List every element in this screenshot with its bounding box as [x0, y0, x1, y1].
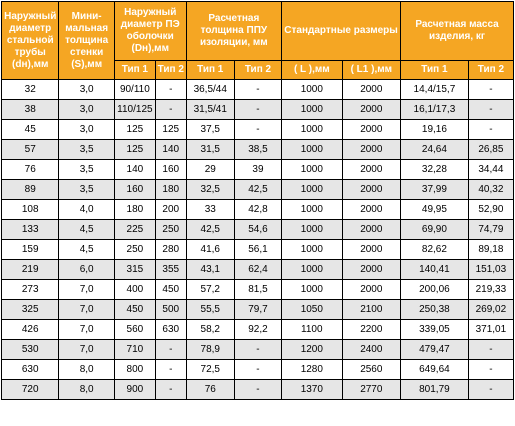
cell-pe-type2: 180 — [155, 180, 186, 200]
table-row — [2, 200, 514, 220]
table-row — [2, 240, 514, 260]
cell-length-l1: 2560 — [342, 360, 400, 380]
cell-length-l: 1000 — [282, 120, 343, 140]
cell-length-l: 1000 — [282, 220, 343, 240]
header-pe-type2: Тип 2 — [155, 61, 186, 80]
cell-pe-type1: 140 — [114, 160, 155, 180]
cell-ppu-type1: 32,5 — [186, 180, 234, 200]
table-row — [2, 340, 514, 360]
cell-length-l: 1000 — [282, 160, 343, 180]
cell-mass-type1: 250,38 — [401, 300, 469, 320]
cell-pe-type2: 630 — [155, 320, 186, 340]
cell-length-l1: 2000 — [342, 240, 400, 260]
cell-pe-type2: 200 — [155, 200, 186, 220]
cell-length-l1: 2200 — [342, 320, 400, 340]
table-row — [2, 80, 514, 100]
cell-length-l: 1000 — [282, 280, 343, 300]
cell-ppu-type2: 62,4 — [234, 260, 281, 280]
cell-length-l1: 2770 — [342, 380, 400, 400]
cell-pe-type1: 250 — [114, 240, 155, 260]
cell-mass-type2: - — [468, 120, 513, 140]
cell-ppu-type2: - — [234, 380, 281, 400]
cell-ppu-type1: 33 — [186, 200, 234, 220]
cell-mass-type2: 371,01 — [468, 320, 513, 340]
cell-mass-type2: - — [468, 100, 513, 120]
header-pe-diameter: Наружный диаметр ПЭ оболочки (Dн),мм — [114, 2, 186, 61]
cell-length-l1: 2000 — [342, 80, 400, 100]
cell-ppu-type2: - — [234, 360, 281, 380]
cell-length-l1: 2400 — [342, 340, 400, 360]
cell-ppu-type2: 54,6 — [234, 220, 281, 240]
cell-outer-diameter: 159 — [2, 240, 59, 260]
cell-length-l: 1280 — [282, 360, 343, 380]
cell-ppu-type1: 41,6 — [186, 240, 234, 260]
header-length-l1: ( L1 ),мм — [342, 61, 400, 80]
cell-mass-type2: 74,79 — [468, 220, 513, 240]
cell-wall-thickness: 3,5 — [59, 160, 114, 180]
cell-mass-type2: 26,85 — [468, 140, 513, 160]
cell-wall-thickness: 3,0 — [59, 80, 114, 100]
cell-pe-type1: 400 — [114, 280, 155, 300]
cell-length-l: 1200 — [282, 340, 343, 360]
cell-pe-type1: 180 — [114, 200, 155, 220]
cell-length-l1: 2000 — [342, 160, 400, 180]
cell-ppu-type2: 38,5 — [234, 140, 281, 160]
header-mass: Расчетная масса изделия, кг — [401, 2, 514, 61]
cell-wall-thickness: 7,0 — [59, 320, 114, 340]
cell-wall-thickness: 7,0 — [59, 340, 114, 360]
table-body — [2, 80, 514, 400]
cell-mass-type2: 269,02 — [468, 300, 513, 320]
cell-length-l1: 2000 — [342, 260, 400, 280]
cell-outer-diameter: 273 — [2, 280, 59, 300]
cell-outer-diameter: 32 — [2, 80, 59, 100]
header-ppu-thickness: Расчетная толщина ППУ изоляции, мм — [186, 2, 281, 61]
cell-outer-diameter: 630 — [2, 360, 59, 380]
cell-ppu-type1: 58,2 — [186, 320, 234, 340]
cell-mass-type2: 151,03 — [468, 260, 513, 280]
cell-outer-diameter: 57 — [2, 140, 59, 160]
header-mass-type2: Тип 2 — [468, 61, 513, 80]
cell-outer-diameter: 45 — [2, 120, 59, 140]
cell-length-l: 1000 — [282, 140, 343, 160]
cell-outer-diameter: 219 — [2, 260, 59, 280]
cell-mass-type2: 219,33 — [468, 280, 513, 300]
cell-length-l1: 2000 — [342, 280, 400, 300]
pipe-spec-table — [1, 1, 514, 400]
cell-length-l: 1000 — [282, 240, 343, 260]
cell-length-l1: 2000 — [342, 220, 400, 240]
cell-ppu-type2: - — [234, 120, 281, 140]
cell-mass-type1: 339,05 — [401, 320, 469, 340]
cell-mass-type2: - — [468, 80, 513, 100]
cell-outer-diameter: 325 — [2, 300, 59, 320]
cell-pe-type1: 125 — [114, 120, 155, 140]
cell-pe-type1: 315 — [114, 260, 155, 280]
cell-mass-type1: 479,47 — [401, 340, 469, 360]
cell-pe-type2: 355 — [155, 260, 186, 280]
cell-mass-type2: - — [468, 340, 513, 360]
cell-pe-type2: 125 — [155, 120, 186, 140]
cell-pe-type2: - — [155, 380, 186, 400]
table-row — [2, 300, 514, 320]
cell-mass-type2: 89,18 — [468, 240, 513, 260]
cell-mass-type1: 14,4/15,7 — [401, 80, 469, 100]
cell-ppu-type2: 42,5 — [234, 180, 281, 200]
cell-pe-type1: 900 — [114, 380, 155, 400]
cell-ppu-type2: 81,5 — [234, 280, 281, 300]
cell-ppu-type1: 37,5 — [186, 120, 234, 140]
cell-ppu-type2: - — [234, 100, 281, 120]
cell-ppu-type1: 57,2 — [186, 280, 234, 300]
cell-length-l: 1370 — [282, 380, 343, 400]
cell-ppu-type1: 31,5 — [186, 140, 234, 160]
table-header — [2, 2, 514, 80]
header-length-l: ( L ),мм — [282, 61, 343, 80]
cell-length-l1: 2000 — [342, 180, 400, 200]
header-ppu-type1: Тип 1 — [186, 61, 234, 80]
header-mass-type1: Тип 1 — [401, 61, 469, 80]
cell-mass-type2: 52,90 — [468, 200, 513, 220]
cell-mass-type2: - — [468, 380, 513, 400]
cell-length-l: 1050 — [282, 300, 343, 320]
cell-length-l1: 2000 — [342, 140, 400, 160]
cell-ppu-type2: - — [234, 80, 281, 100]
cell-pe-type1: 90/110 — [114, 80, 155, 100]
cell-length-l1: 2000 — [342, 120, 400, 140]
table-row — [2, 220, 514, 240]
header-wall-thickness: Мини-мальная толщина стенки (S),мм — [59, 2, 114, 80]
cell-mass-type1: 32,28 — [401, 160, 469, 180]
cell-mass-type1: 24,64 — [401, 140, 469, 160]
table-row — [2, 320, 514, 340]
cell-ppu-type1: 29 — [186, 160, 234, 180]
cell-outer-diameter: 38 — [2, 100, 59, 120]
cell-ppu-type1: 78,9 — [186, 340, 234, 360]
cell-wall-thickness: 8,0 — [59, 380, 114, 400]
cell-outer-diameter: 89 — [2, 180, 59, 200]
cell-wall-thickness: 3,5 — [59, 180, 114, 200]
cell-pe-type2: 140 — [155, 140, 186, 160]
cell-mass-type1: 200,06 — [401, 280, 469, 300]
cell-wall-thickness: 3,0 — [59, 120, 114, 140]
header-standard-sizes: Стандартные размеры — [282, 2, 401, 61]
cell-pe-type2: 450 — [155, 280, 186, 300]
cell-mass-type1: 37,99 — [401, 180, 469, 200]
cell-ppu-type2: - — [234, 340, 281, 360]
cell-pe-type2: - — [155, 360, 186, 380]
cell-wall-thickness: 4,5 — [59, 240, 114, 260]
cell-ppu-type1: 31,5/41 — [186, 100, 234, 120]
cell-mass-type1: 82,62 — [401, 240, 469, 260]
table-row — [2, 260, 514, 280]
header-pe-type1: Тип 1 — [114, 61, 155, 80]
cell-ppu-type2: 42,8 — [234, 200, 281, 220]
table-row — [2, 160, 514, 180]
cell-ppu-type1: 76 — [186, 380, 234, 400]
cell-outer-diameter: 133 — [2, 220, 59, 240]
cell-pe-type1: 450 — [114, 300, 155, 320]
cell-wall-thickness: 7,0 — [59, 280, 114, 300]
cell-ppu-type1: 43,1 — [186, 260, 234, 280]
cell-outer-diameter: 108 — [2, 200, 59, 220]
cell-wall-thickness: 8,0 — [59, 360, 114, 380]
header-outer-diameter: Наружный диаметр стальной трубы (dн),мм — [2, 2, 59, 80]
cell-mass-type1: 49,95 — [401, 200, 469, 220]
cell-pe-type2: 160 — [155, 160, 186, 180]
cell-pe-type2: 280 — [155, 240, 186, 260]
cell-mass-type1: 140,41 — [401, 260, 469, 280]
cell-ppu-type1: 42,5 — [186, 220, 234, 240]
cell-pe-type1: 125 — [114, 140, 155, 160]
cell-length-l: 1000 — [282, 100, 343, 120]
cell-pe-type1: 160 — [114, 180, 155, 200]
table-row — [2, 360, 514, 380]
cell-length-l: 1000 — [282, 260, 343, 280]
cell-outer-diameter: 530 — [2, 340, 59, 360]
cell-ppu-type2: 56,1 — [234, 240, 281, 260]
table-row — [2, 140, 514, 160]
table-row — [2, 120, 514, 140]
cell-length-l: 1000 — [282, 200, 343, 220]
cell-length-l1: 2000 — [342, 200, 400, 220]
cell-outer-diameter: 76 — [2, 160, 59, 180]
cell-pe-type2: - — [155, 80, 186, 100]
table-row — [2, 280, 514, 300]
cell-ppu-type1: 72,5 — [186, 360, 234, 380]
cell-ppu-type1: 55,5 — [186, 300, 234, 320]
cell-length-l1: 2000 — [342, 100, 400, 120]
cell-length-l1: 2100 — [342, 300, 400, 320]
cell-ppu-type2: 79,7 — [234, 300, 281, 320]
cell-outer-diameter: 720 — [2, 380, 59, 400]
cell-wall-thickness: 7,0 — [59, 300, 114, 320]
cell-pe-type2: - — [155, 340, 186, 360]
cell-mass-type1: 19,16 — [401, 120, 469, 140]
cell-pe-type2: 250 — [155, 220, 186, 240]
cell-pe-type1: 710 — [114, 340, 155, 360]
cell-mass-type2: 40,32 — [468, 180, 513, 200]
cell-mass-type1: 69,90 — [401, 220, 469, 240]
cell-ppu-type2: 92,2 — [234, 320, 281, 340]
cell-ppu-type1: 36,5/44 — [186, 80, 234, 100]
cell-length-l: 1000 — [282, 180, 343, 200]
cell-length-l: 1000 — [282, 80, 343, 100]
cell-pe-type1: 800 — [114, 360, 155, 380]
cell-mass-type1: 649,64 — [401, 360, 469, 380]
cell-pe-type2: 500 — [155, 300, 186, 320]
cell-mass-type1: 16,1/17,3 — [401, 100, 469, 120]
cell-pe-type2: - — [155, 100, 186, 120]
cell-pe-type1: 560 — [114, 320, 155, 340]
cell-pe-type1: 110/125 — [114, 100, 155, 120]
cell-mass-type1: 801,79 — [401, 380, 469, 400]
cell-wall-thickness: 4,0 — [59, 200, 114, 220]
table-row — [2, 180, 514, 200]
header-ppu-type2: Тип 2 — [234, 61, 281, 80]
cell-wall-thickness: 6,0 — [59, 260, 114, 280]
table-row — [2, 380, 514, 400]
cell-length-l: 1100 — [282, 320, 343, 340]
cell-ppu-type2: 39 — [234, 160, 281, 180]
cell-pe-type1: 225 — [114, 220, 155, 240]
cell-wall-thickness: 4,5 — [59, 220, 114, 240]
cell-outer-diameter: 426 — [2, 320, 59, 340]
table-row — [2, 100, 514, 120]
cell-wall-thickness: 3,0 — [59, 100, 114, 120]
cell-wall-thickness: 3,5 — [59, 140, 114, 160]
cell-mass-type2: 34,44 — [468, 160, 513, 180]
cell-mass-type2: - — [468, 360, 513, 380]
